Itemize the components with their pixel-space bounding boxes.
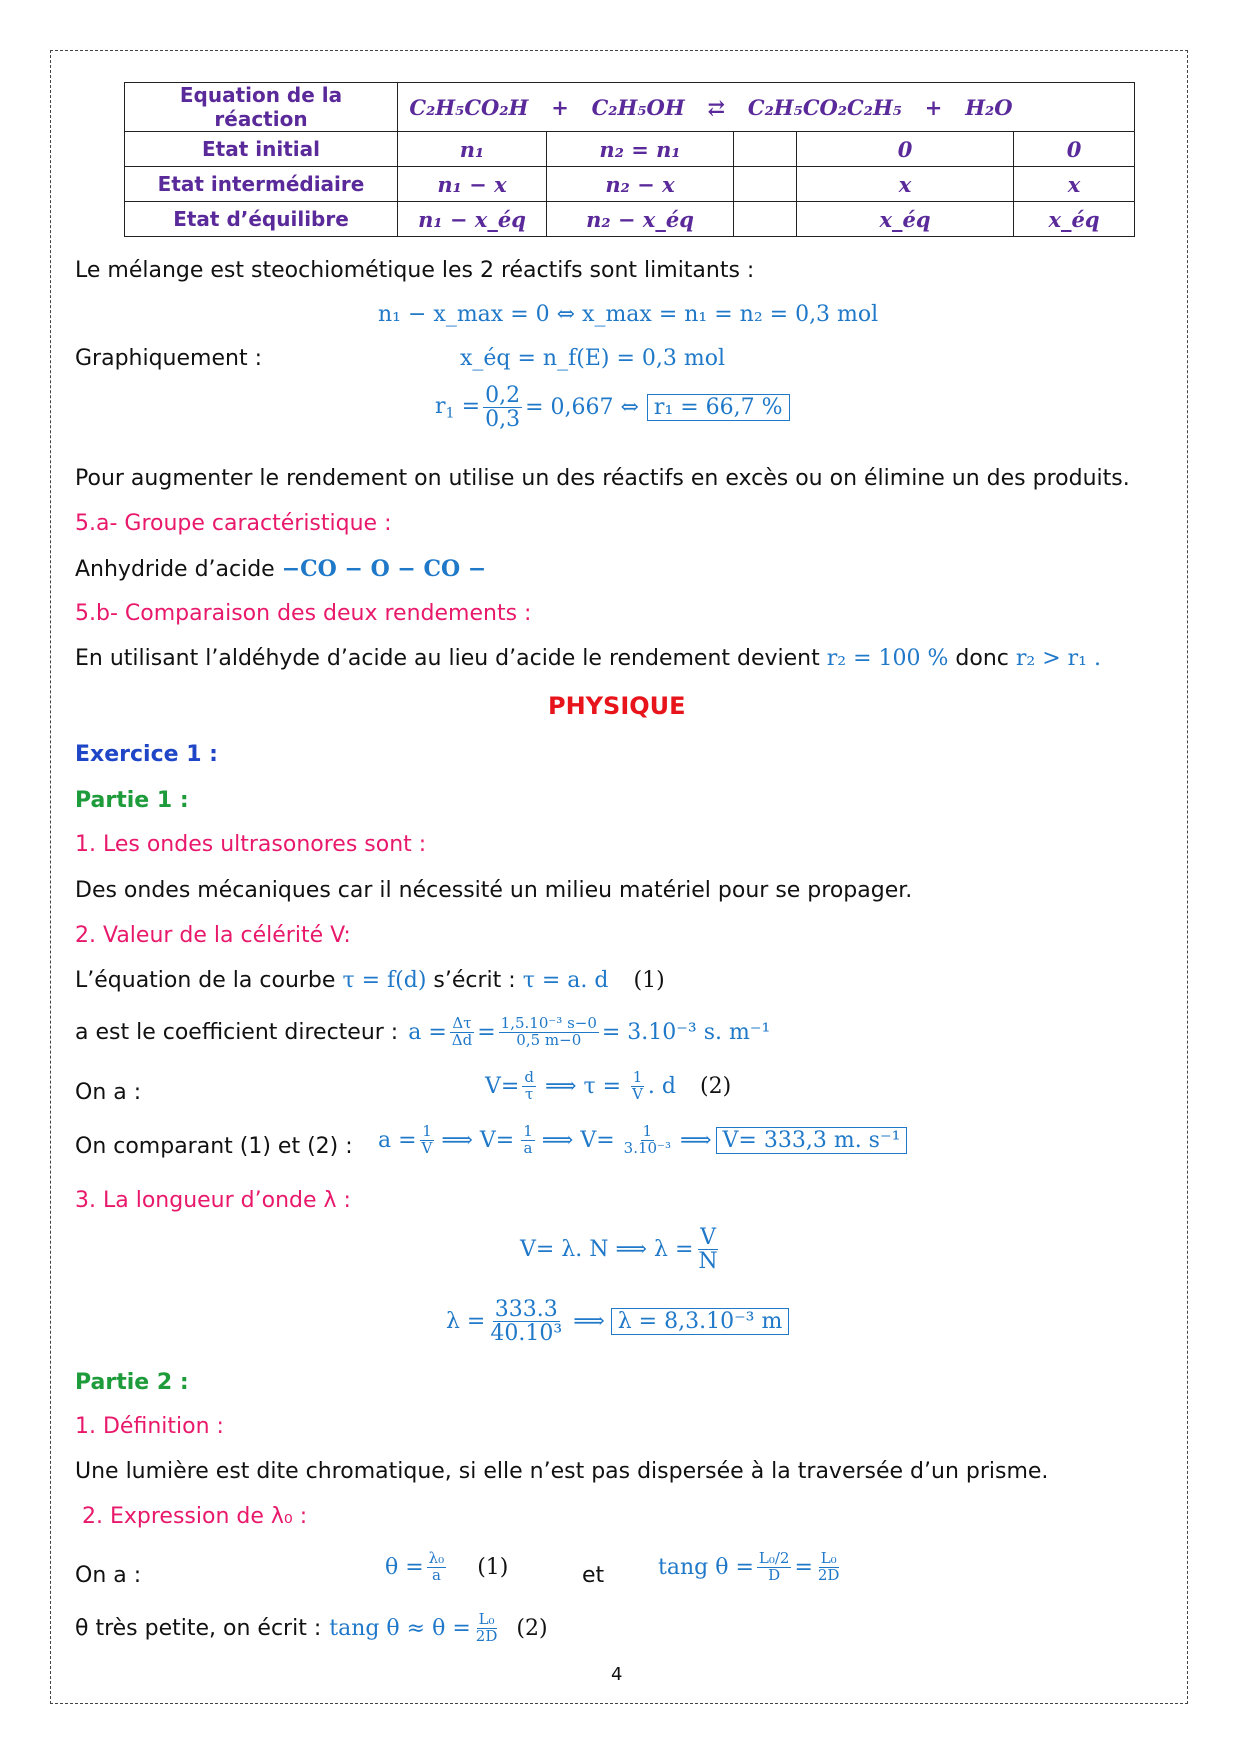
graph-label: Graphiquement : (75, 346, 262, 371)
page-number: 4 (611, 1664, 623, 1685)
coef-line: a est le coefficient directeur : a = $\frac{\Delta\tau}{\Delta d}$ = $\frac{\text{1,5.10⁻³ s−0}}{0,5 m-0}$ = 3.10⁻³ s. m⁻¹ (75, 1014, 771, 1049)
table-cell: n₂ − x_éq (547, 202, 734, 237)
table-row (125, 167, 1135, 202)
table-cell: n₁ (398, 132, 547, 167)
courbe-eq: τ = a. d (522, 968, 609, 993)
row-label: Etat intermédiaire (125, 167, 398, 202)
courbe-text: L’équation de la courbe (75, 968, 336, 993)
table-row (125, 202, 1135, 237)
et-label: et (582, 1563, 605, 1588)
tang-equation: tang θ = $\frac{\text{L₀/2}}{D}$ = $\frac{\text{L₀}}{2D}$ (658, 1549, 840, 1584)
a-def-text: Une lumière est dite chromatique, si elle n’est pas dispersée à la traversée d’un prisme. (75, 1459, 1049, 1484)
table-cell: x_éq (797, 202, 1014, 237)
row-label: Etat initial (125, 132, 398, 167)
r1-result-box: r₁ = 66,7 % (647, 394, 790, 421)
table-row (125, 132, 1135, 167)
courbe-line (75, 968, 665, 993)
equilibrium-arrow: ⇄ (707, 94, 726, 120)
eq-xeq: x_éq = n_f(E) = 0,3 mol (460, 346, 726, 371)
table-cell: n₁ − x (398, 167, 547, 202)
page-border (50, 50, 1188, 1704)
partie1-heading: Partie 1 : (75, 788, 189, 813)
q2-heading: 2. Valeur de la célérité V: (75, 923, 351, 948)
table-cell: x (797, 167, 1014, 202)
reactant-2: C₂H₅OH (591, 94, 685, 120)
table-header-row (125, 83, 1135, 132)
table-cell-empty (734, 167, 797, 202)
q-def-heading: 1. Définition : (75, 1414, 224, 1439)
product-2: H₂O (965, 94, 1013, 120)
reactant-1: C₂H₅CO₂H (409, 94, 529, 120)
v-equation: V= $\frac{d}{\tau}$ ⟹ τ = $\frac{1}{V}$ . d (2) (485, 1068, 732, 1103)
comparison-donc: donc (955, 646, 1009, 671)
lambda-equation-2: λ = $\frac{333.3}{\text{40.10³}}$ ⟹ λ = 8,3.10⁻³ m (446, 1298, 789, 1345)
lambda-equation-1: V= λ. N ⟹ λ = $\frac{V}{N}$ (520, 1225, 718, 1275)
table-cell: 0 (797, 132, 1014, 167)
header-label: Equation de la réaction (125, 83, 398, 132)
coef-text: a est le coefficient directeur : (75, 1019, 399, 1045)
comparison-text: En utilisant l’aldéhyde d’acide au lieu d’acide le rendement devient (75, 646, 820, 671)
courbe-tau: τ = f(d) (342, 968, 427, 993)
table-cell: x_éq (1014, 202, 1135, 237)
stoich-text: Le mélange est steochiométique les 2 réactifs sont limitants : (75, 258, 755, 283)
comparison-line (75, 646, 1101, 671)
table-cell-empty (734, 132, 797, 167)
on-a-label: On a : (75, 1080, 142, 1105)
table-cell: x (1014, 167, 1135, 202)
coef-fraction-1: $\frac{\Delta\tau}{\Delta d}$ (451, 1014, 473, 1049)
compare-equation: a = $\frac{1}{V}$ ⟹ V= $\frac{1}{a}$ ⟹ V= $\frac{1}{\text{3.10⁻³}}$ ⟹ V= 333,3 m. s⁻¹ (378, 1124, 907, 1157)
anhydride-label: Anhydride d’acide (75, 557, 275, 582)
eq-xmax: n₁ − x_max = 0 ⇔ x_max = n₁ = n₂ = 0,3 mol (378, 302, 879, 327)
product-1: C₂H₅CO₂C₂H₅ (747, 94, 902, 120)
courbe-ref: (1) (633, 968, 665, 993)
theta-equation: θ = $\frac{\text{λ₀}}{a}$ (1) (385, 1549, 509, 1584)
q1-heading: 1. Les ondes ultrasonores sont : (75, 832, 427, 857)
table-cell: n₂ − x (547, 167, 734, 202)
physique-title: PHYSIQUE (548, 692, 686, 720)
table-cell: n₂ = n₁ (547, 132, 734, 167)
coef-fraction-2: $\frac{\text{1,5.10⁻³ s−0}}{0,5 m-0}$ (500, 1014, 597, 1049)
row-label: Etat d’équilibre (125, 202, 398, 237)
partie2-heading: Partie 2 : (75, 1370, 189, 1395)
anhydride-formula: −CO − O − CO − (281, 556, 487, 582)
q3-heading: 3. La longueur d’onde λ : (75, 1188, 351, 1213)
reaction-table (124, 82, 1135, 237)
a1-text: Des ondes mécaniques car il nécessité un milieu matériel pour se propager. (75, 878, 913, 903)
lambda-result-box: λ = 8,3.10⁻³ m (611, 1308, 790, 1335)
header-equation (398, 83, 1135, 132)
augment-text: Pour augmenter le rendement on utilise un des réactifs en excès ou on élimine un des produits. (75, 466, 1130, 491)
courbe-ecrit: s’écrit : (433, 968, 516, 993)
comparison-ineq: r₂ > r₁ . (1015, 646, 1101, 671)
exercice-heading: Exercice 1 : (75, 742, 218, 767)
q-expr-heading: 2. Expression de λ₀ : (82, 1504, 308, 1529)
table-cell: n₁ − x_éq (398, 202, 547, 237)
petite-line: θ très petite, on écrit : tang θ ≈ θ = $\frac{\text{L₀}}{2D}$ (2) (75, 1610, 548, 1645)
anhydride-line (75, 556, 486, 582)
v-result-box: V= 333,3 m. s⁻¹ (716, 1127, 908, 1154)
petite-text: θ très petite, on écrit : (75, 1615, 322, 1641)
plus-1: + (551, 94, 569, 120)
q5a-heading: 5.a- Groupe caractéristique : (75, 511, 392, 536)
on-a2-label: On a : (75, 1563, 142, 1588)
table-cell: 0 (1014, 132, 1135, 167)
r1-fraction: $\frac{0,2}{0,3}$ (485, 383, 521, 433)
table-cell-empty (734, 202, 797, 237)
eq-r1: $r_1$ = $\frac{0,2}{0,3}$ = 0,667 ⇔ r₁ = 66,7 % (435, 384, 790, 431)
r1-value: = 0,667 ⇔ (525, 395, 639, 421)
coef-result: = 3.10⁻³ s. m⁻¹ (601, 1019, 771, 1045)
comparison-r2: r₂ = 100 % (826, 646, 949, 671)
q5b-heading: 5.b- Comparaison des deux rendements : (75, 601, 532, 626)
plus-2: + (924, 94, 943, 120)
compare-text: On comparant (1) et (2) : (75, 1134, 353, 1159)
